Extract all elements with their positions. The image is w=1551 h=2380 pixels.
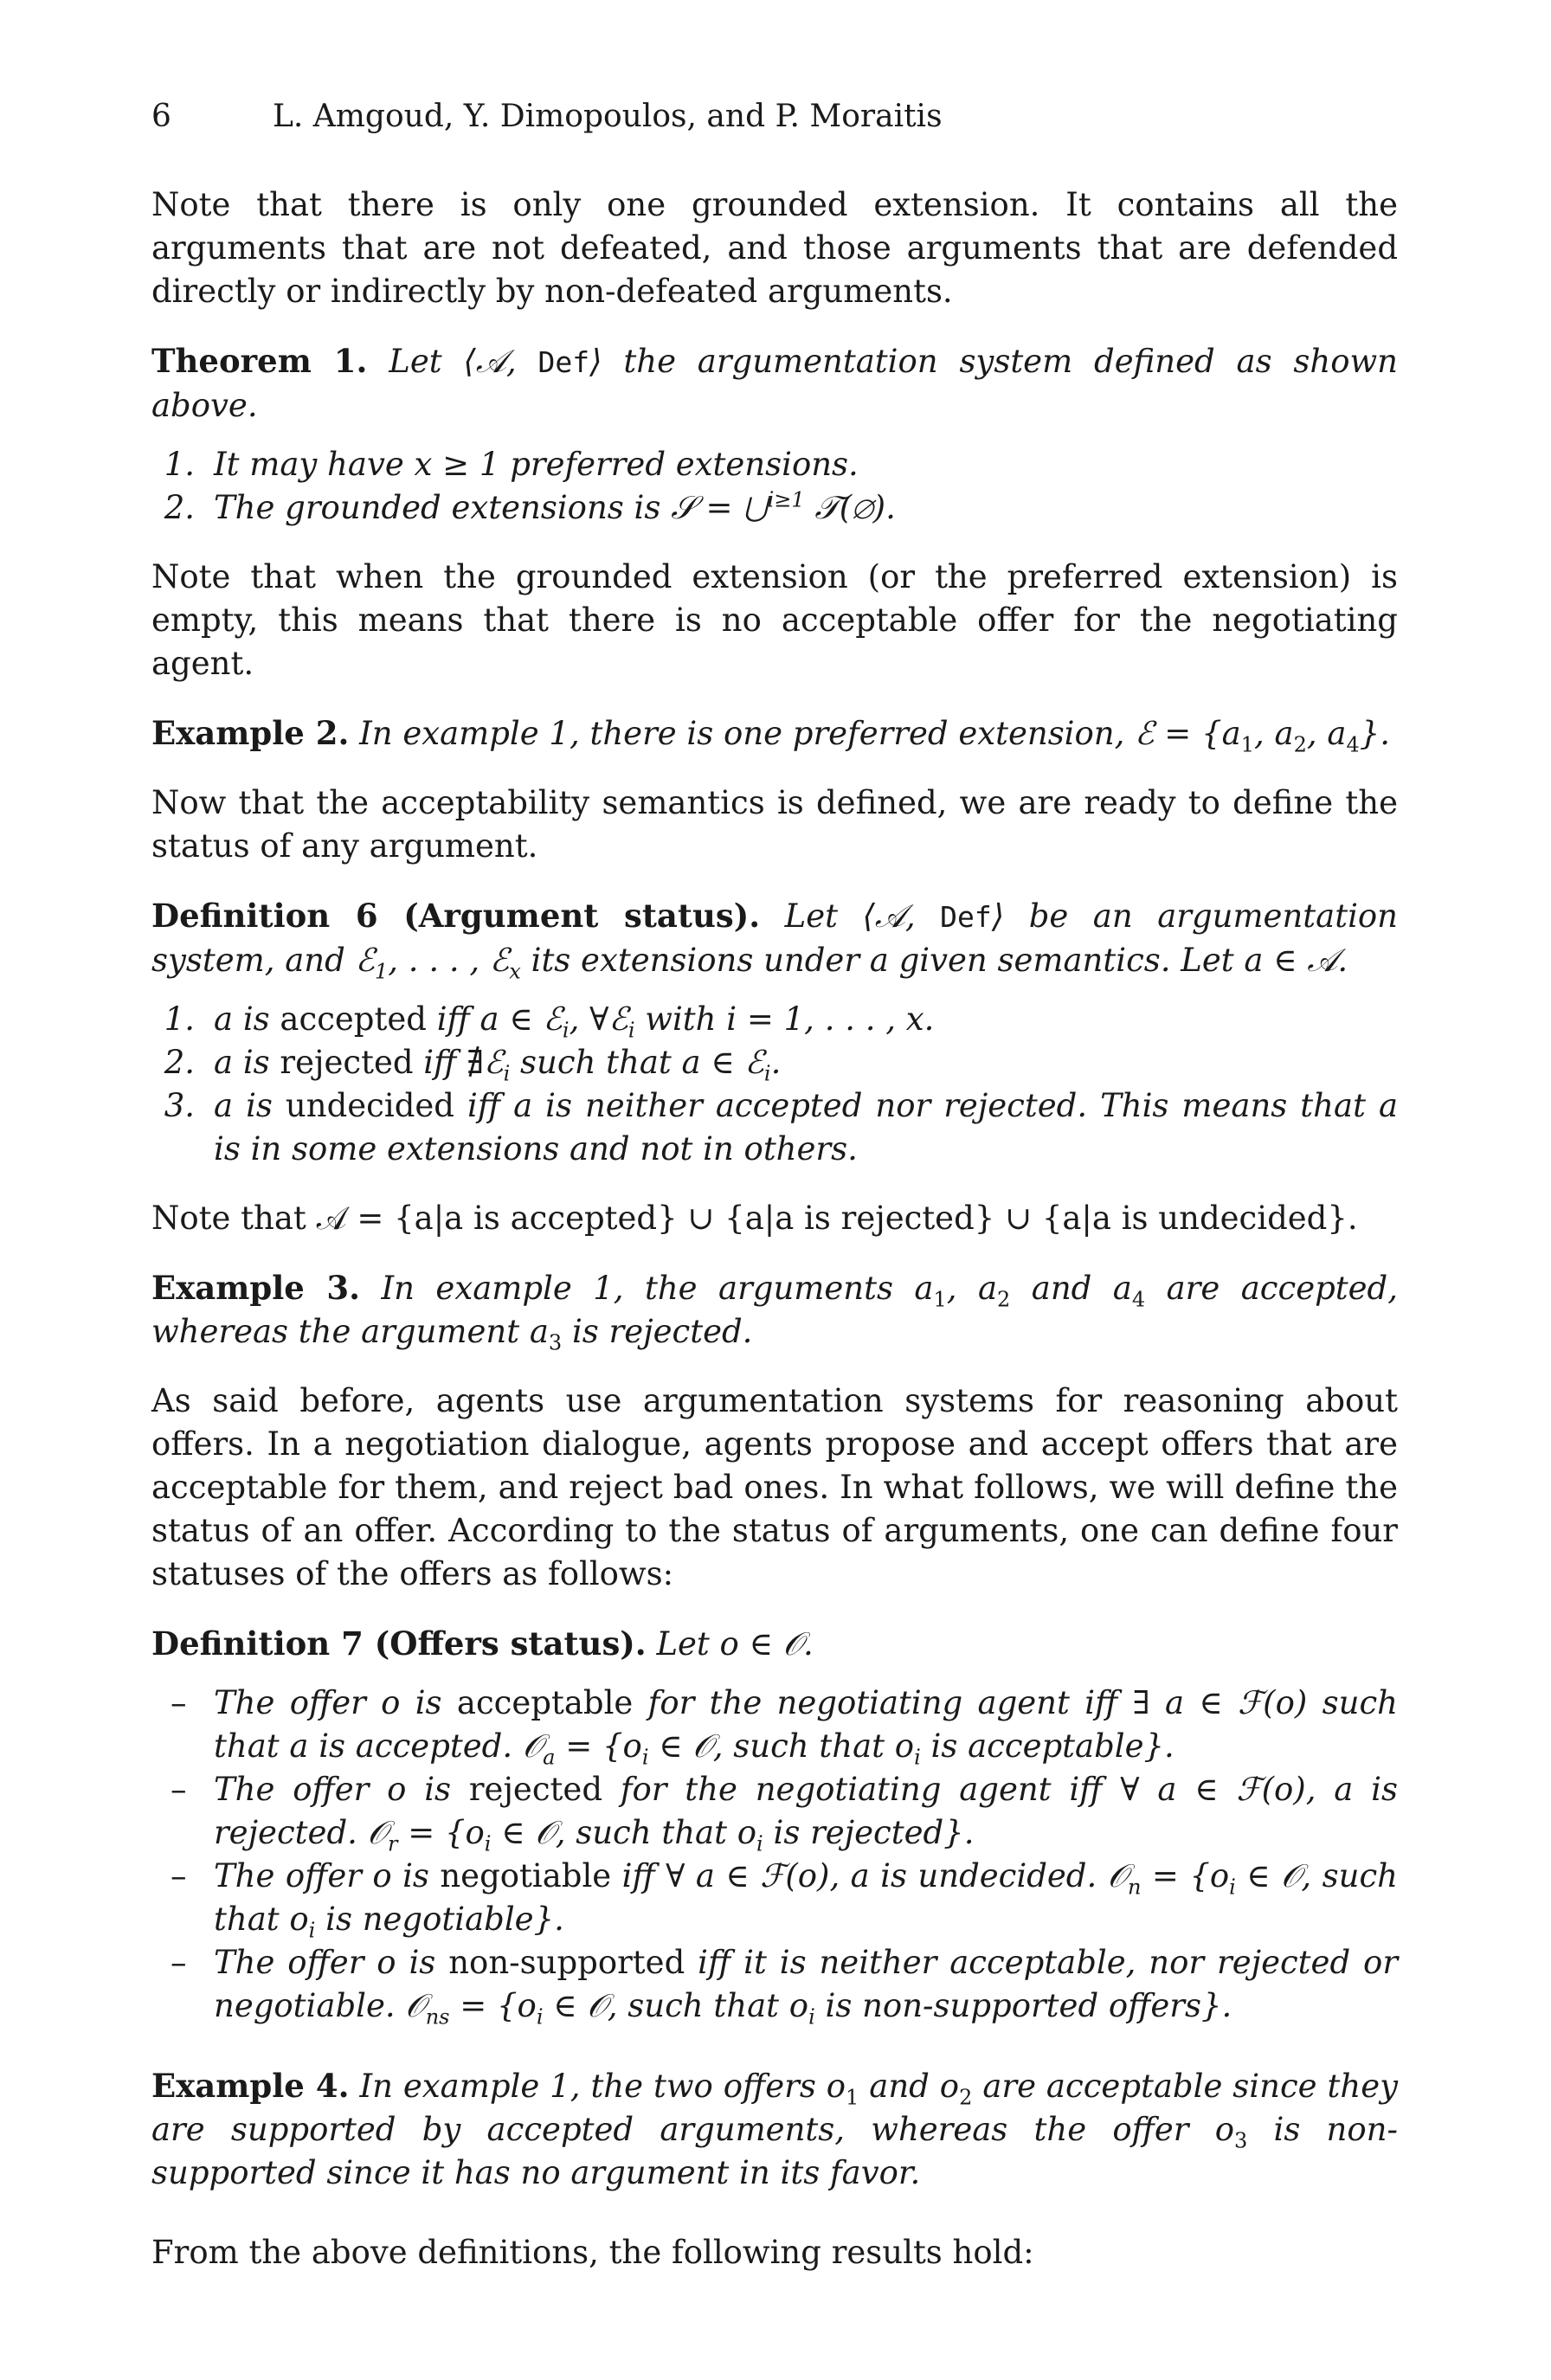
definition-6-list [151,998,1398,1171]
theorem-1-list [151,443,1398,530]
subscript: i [641,1745,649,1770]
item-text: , ∀ℰ [569,1000,628,1038]
subscript: 2 [1293,732,1307,757]
keyword-acceptable: acceptable [456,1684,634,1721]
definition-6-text: ⟩ be an argumentation system, and ℰ [151,897,1399,979]
item-text: a is [214,1087,286,1124]
item-text: The offer o is [214,1944,449,1981]
subscript: i [627,1018,635,1043]
page-body [151,183,1398,2274]
subscript: i [808,2004,815,2029]
note-text: Note that [151,1200,317,1237]
definition-7-text: Let o ∈ 𝒪. [656,1625,814,1663]
keyword-accepted: accepted [280,1000,427,1038]
item-text: iff ∀ a ∈ ℱ(o), a is undecided. 𝒪 [611,1857,1128,1894]
running-head [151,97,1406,137]
item-text: is rejected}. [763,1814,975,1851]
theorem-1-code: Def [537,345,590,379]
subscript: 2 [997,1287,1011,1312]
definition-7-list [151,1682,1398,2028]
example-4 [151,2064,1398,2195]
dash-bullet: – [171,1771,187,1808]
example-4-text: In example 1, the two offers o [359,2068,846,2105]
definition-6-text: , . . . , ℰ [388,942,510,979]
example-3-text: are accepted, whereas the argument a [151,1270,1398,1350]
subscript: i [1229,1875,1236,1900]
subscript: 4 [1131,1287,1146,1312]
item-text: for the negotiating agent iff ∀ a ∈ ℱ(o), a is rejected. 𝒪 [214,1771,1398,1851]
item-text: a is [214,1044,280,1081]
author-line: L. Amgoud, Y. Dimopoulos, and P. Moraitis [273,99,943,134]
subscript: 1 [375,959,389,984]
keyword-rejected: rejected [280,1044,414,1081]
example-3-text: is rejected. [562,1313,753,1350]
paragraph-partition-note [151,1197,1398,1240]
dash-bullet: – [171,1684,187,1721]
subscript: i [503,1061,511,1086]
example-3-text: , a [946,1270,998,1307]
example-2-text: , a [1306,715,1347,752]
definition-6 [151,894,1398,1171]
example-3-text: and a [1010,1270,1132,1307]
item-text: iff a ∈ ℰ [426,1000,563,1038]
item-text: such that a ∈ ℰ [510,1044,764,1081]
definition-6-text: its extensions under a given semantics. Let a ∈ 𝒜. [520,942,1348,979]
definition-6-statement [151,894,1398,982]
subscript: i [763,1061,771,1086]
page-number: 6 [151,99,171,134]
subscript: 1 [933,1287,947,1312]
example-4-text: are acceptable since they are supported by accepted arguments, whereas the offer o [151,2068,1399,2148]
item-text: iff ∄ℰ [413,1044,504,1081]
theorem-1-item-2-text-post: 𝒯(∅). [804,489,896,526]
item-text: is negotiable}. [315,1901,564,1938]
list-number: 3. [164,1087,195,1124]
definition-6-item-3 [151,1084,1398,1171]
paragraph-acceptability: Now that the acceptability semantics is defined, we are ready to define the status of any argument. [151,784,1398,865]
offer-status-negotiable [151,1855,1398,1941]
offer-status-acceptable [151,1682,1398,1768]
item-text: is non-supported offers}. [814,1987,1232,2024]
example-3-text: In example 1, the arguments a [381,1270,934,1307]
dash-bullet: – [171,1944,187,1981]
list-number: 1. [164,446,195,483]
item-text: ∈ 𝒪, such that o [491,1814,757,1851]
item-text: is acceptable}. [920,1727,1175,1765]
definition-6-item-2 [151,1041,1398,1084]
item-text: for the negotiating agent iff ∃ a ∈ ℱ(o) such that a is accepted. 𝒪 [214,1684,1399,1765]
item-text: with i = 1, . . . , x. [634,1000,935,1038]
subscript: x [509,959,521,984]
item-text: . [770,1044,782,1081]
list-number: 2. [164,489,195,526]
example-2-label: Example 2. [151,714,350,752]
item-text: iff a is neither accepted nor rejected. This means that a is in some extensions and not in others. [214,1087,1399,1167]
theorem-1-item-2 [151,486,1398,530]
subscript: ns [425,2004,450,2029]
subscript: a [543,1745,556,1770]
union-superscript: i≥1 [767,487,805,512]
list-number: 1. [164,1000,195,1038]
example-2-text: }. [1359,715,1391,752]
subscript: 2 [959,2085,973,2110]
paragraph-results: From the above definitions, the following results hold: [151,2234,1034,2271]
item-text: ∈ 𝒪, such that o [648,1727,915,1765]
theorem-1 [151,339,1398,530]
item-text: = {o [449,1987,537,2024]
paragraph-offers-reasoning: As said before, agents use argumentation systems for reasoning about offers. In a negotiation dialogue, agents propose and accept offers that are acceptable for them, and reject bad ones. In what follows, we will define the status of an offer. According to the status of arguments, one can define four statuses of the offers as follows: [151,1382,1398,1592]
keyword-rejected: rejected [468,1771,602,1808]
item-text: The offer o is [214,1857,441,1894]
item-text: a is [214,1000,280,1038]
example-3-label: Example 3. [151,1269,361,1307]
subscript: n [1128,1875,1142,1900]
item-text: The offer o is [214,1771,469,1808]
subscript: 4 [1346,732,1360,757]
item-text: ∈ 𝒪, such that o [543,1987,809,2024]
subscript: i [536,2004,544,2029]
subscript: i [562,1018,570,1043]
item-text: = {o [1141,1857,1230,1894]
theorem-1-text-post: ⟩ the argumentation system defined as shown above. [151,343,1398,424]
subscript: 3 [1233,2128,1248,2153]
definition-6-item-1 [151,998,1398,1041]
example-4-label: Example 4. [151,2067,350,2105]
example-3 [151,1266,1398,1354]
paragraph-grounded-extension: Note that there is only one grounded extension. It contains all the arguments that are not defeated, and those arguments that are defended directly or indirectly by non-defeated arguments. [151,186,1398,310]
theorem-1-item-1 [151,443,1398,486]
theorem-1-text-pre: Let ⟨𝒜, [389,343,538,380]
subscript: 1 [1240,732,1254,757]
theorem-1-label: Theorem 1. [151,342,368,380]
keyword-undecided: undecided [285,1087,454,1124]
theorem-1-statement [151,339,1398,428]
dash-bullet: – [171,1857,187,1894]
example-2-text: In example 1, there is one preferred extension, ℰ = {a [359,715,1241,752]
partition-formula: 𝒜 = {a|a is accepted} ∪ {a|a is rejected} ∪ {a|a is undecided}. [316,1200,1358,1237]
subscript: i [914,1745,921,1770]
example-4-text: and o [859,2068,960,2105]
subscript: 1 [846,2085,859,2110]
subscript: i [484,1831,492,1856]
example-2-text: , a [1253,715,1294,752]
list-number: 2. [164,1044,195,1081]
item-text: = {o [397,1814,485,1851]
definition-6-text: Let ⟨𝒜, [784,897,941,935]
definition-7-statement [151,1622,1398,1666]
item-text: The offer o is [214,1684,457,1721]
offer-status-rejected [151,1768,1398,1855]
paragraph-empty-extension: Note that when the grounded extension (or the preferred extension) is empty, this means that there is no acceptable offer for the negotiating agent. [151,558,1398,682]
definition-6-code: Def [940,900,992,934]
item-text: ∈ 𝒪, such that o [214,1857,1399,1938]
definition-6-label: Definition 6 (Argument status). [151,897,761,935]
keyword-non-supported: non-supported [448,1944,685,1981]
offer-status-non-supported [151,1941,1398,2028]
definition-7-label: Definition 7 (Offers status). [151,1624,647,1663]
subscript: i [756,1831,763,1856]
item-text: = {o [555,1727,642,1765]
subscript: r [387,1831,398,1856]
subscript: i [308,1918,316,1943]
definition-7 [151,1622,1398,2028]
theorem-1-item-1-text: It may have x ≥ 1 preferred extensions. [214,446,859,483]
subscript: 3 [548,1330,563,1355]
example-2 [151,711,1398,756]
keyword-negotiable: negotiable [440,1857,612,1894]
item-text: iff it is neither acceptable, nor rejected or negotiable. 𝒪 [214,1944,1399,2024]
example-4-text: is non-supported since it has no argument in its favor. [151,2111,1398,2191]
theorem-1-item-2-text-pre: The grounded extensions is 𝒮 = ⋃ [214,489,768,526]
